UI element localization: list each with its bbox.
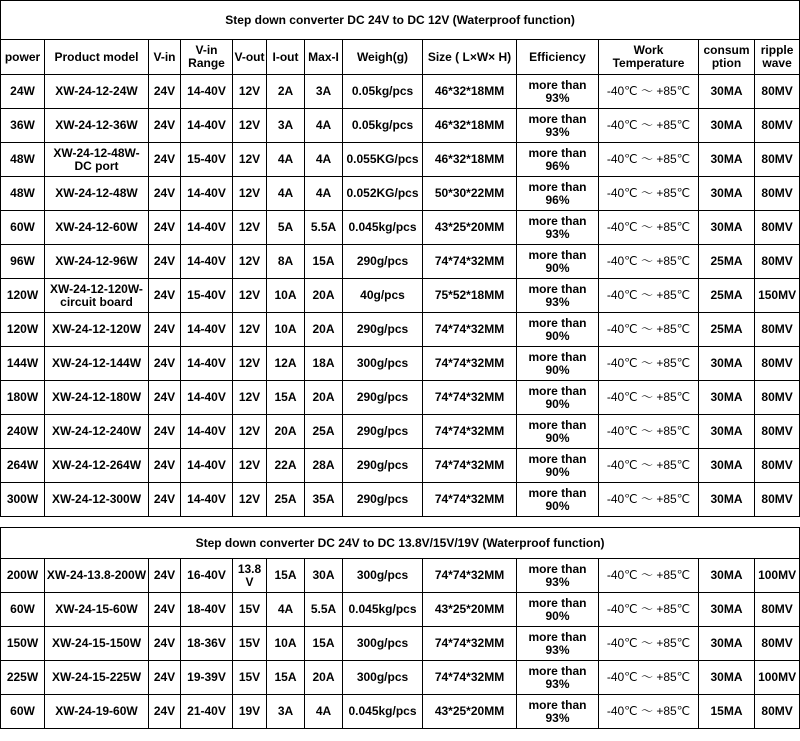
table-cell: 290g/pcs <box>343 483 423 517</box>
table-cell: XW-24-12-48W <box>45 177 149 211</box>
table-row <box>1 211 800 245</box>
column-header: I-out <box>267 40 305 75</box>
table-cell: 24V <box>149 381 181 415</box>
table-cell: 0.05kg/pcs <box>343 75 423 109</box>
table-row <box>1 593 800 627</box>
table-cell: 290g/pcs <box>343 313 423 347</box>
table-cell: 4A <box>267 177 305 211</box>
table-cell: 12V <box>233 483 267 517</box>
table-cell: 14-40V <box>181 177 233 211</box>
table-cell: 180W <box>1 381 45 415</box>
table-cell: 20A <box>267 415 305 449</box>
table-cell: 74*74*32MM <box>423 559 517 593</box>
table-cell: 36W <box>1 109 45 143</box>
table-cell: 264W <box>1 449 45 483</box>
table-cell: 30MA <box>699 449 755 483</box>
table-cell: 15A <box>305 627 343 661</box>
table-cell: 24V <box>149 559 181 593</box>
table-cell: 14-40V <box>181 381 233 415</box>
table-cell: -40℃ ～ +85℃ <box>599 313 699 347</box>
table-cell: 120W <box>1 313 45 347</box>
table-cell: more than 96% <box>517 177 599 211</box>
table-cell: 24V <box>149 483 181 517</box>
table-cell: XW-24-12-60W <box>45 211 149 245</box>
table-cell: -40℃ ～ +85℃ <box>599 627 699 661</box>
table-cell: 24V <box>149 695 181 729</box>
table-cell: -40℃ ～ +85℃ <box>599 695 699 729</box>
table-cell: 12V <box>233 415 267 449</box>
table-cell: more than 90% <box>517 347 599 381</box>
table-row <box>1 627 800 661</box>
table-cell: 74*74*32MM <box>423 483 517 517</box>
table-cell: XW-24-12-300W <box>45 483 149 517</box>
table-cell: 100MV <box>755 559 800 593</box>
table-cell: -40℃ ～ +85℃ <box>599 211 699 245</box>
table-cell: more than 93% <box>517 559 599 593</box>
table-cell: -40℃ ～ +85℃ <box>599 661 699 695</box>
table-cell: 5A <box>267 211 305 245</box>
table-cell: 12V <box>233 313 267 347</box>
table-cell: XW-24-13.8-200W <box>45 559 149 593</box>
table-cell: 24W <box>1 75 45 109</box>
table-cell: 80MV <box>755 627 800 661</box>
table-cell: XW-24-15-225W <box>45 661 149 695</box>
column-header: ripple wave <box>755 40 800 75</box>
table-cell: 74*74*32MM <box>423 347 517 381</box>
table-cell: 22A <box>267 449 305 483</box>
table-cell: 96W <box>1 245 45 279</box>
table-cell: 290g/pcs <box>343 381 423 415</box>
table-row <box>1 415 800 449</box>
table-cell: 80MV <box>755 593 800 627</box>
table-cell: 240W <box>1 415 45 449</box>
table-cell: 24V <box>149 245 181 279</box>
table-cell: 15V <box>233 627 267 661</box>
table-cell: 300g/pcs <box>343 627 423 661</box>
table-cell: 0.045kg/pcs <box>343 695 423 729</box>
table-cell: 12V <box>233 177 267 211</box>
table-cell: XW-24-12-264W <box>45 449 149 483</box>
column-header: Weigh(g) <box>343 40 423 75</box>
table-cell: 80MV <box>755 109 800 143</box>
table-cell: 15V <box>233 661 267 695</box>
column-header: Work Temperature <box>599 40 699 75</box>
table-row <box>1 559 800 593</box>
table-cell: 12V <box>233 279 267 313</box>
table-cell: 74*74*32MM <box>423 415 517 449</box>
table-row <box>1 75 800 109</box>
table-cell: 0.045kg/pcs <box>343 593 423 627</box>
table-cell: 74*74*32MM <box>423 449 517 483</box>
table-cell: -40℃ ～ +85℃ <box>599 449 699 483</box>
table-cell: 0.045kg/pcs <box>343 211 423 245</box>
table-cell: 18-36V <box>181 627 233 661</box>
table-cell: 30MA <box>699 143 755 177</box>
table-row <box>1 245 800 279</box>
table-cell: 15-40V <box>181 143 233 177</box>
table-cell: 46*32*18MM <box>423 75 517 109</box>
table-cell: 5.5A <box>305 211 343 245</box>
table-cell: 14-40V <box>181 313 233 347</box>
table-row <box>1 109 800 143</box>
table-cell: 12V <box>233 75 267 109</box>
table-cell: 18-40V <box>181 593 233 627</box>
table-cell: 30MA <box>699 483 755 517</box>
table-cell: 46*32*18MM <box>423 109 517 143</box>
table-cell: 19V <box>233 695 267 729</box>
header-row <box>1 40 800 75</box>
table-cell: 24V <box>149 211 181 245</box>
table-cell: XW-24-12-48W-DC port <box>45 143 149 177</box>
table-cell: 12V <box>233 109 267 143</box>
table-cell: 300g/pcs <box>343 559 423 593</box>
table-cell: XW-24-15-150W <box>45 627 149 661</box>
table-cell: -40℃ ～ +85℃ <box>599 109 699 143</box>
column-header: Max-I <box>305 40 343 75</box>
table-cell: 30MA <box>699 347 755 381</box>
table-cell: 60W <box>1 211 45 245</box>
table-cell: 19-39V <box>181 661 233 695</box>
table-cell: 80MV <box>755 245 800 279</box>
table-cell: 80MV <box>755 449 800 483</box>
table-cell: 14-40V <box>181 483 233 517</box>
table-cell: 25A <box>305 415 343 449</box>
table-cell: 30MA <box>699 177 755 211</box>
table-cell: 12V <box>233 381 267 415</box>
table-cell: -40℃ ～ +85℃ <box>599 559 699 593</box>
table-cell: 18A <box>305 347 343 381</box>
table-cell: 14-40V <box>181 347 233 381</box>
table-cell: 80MV <box>755 143 800 177</box>
table-cell: XW-24-12-36W <box>45 109 149 143</box>
table-cell: -40℃ ～ +85℃ <box>599 381 699 415</box>
table-cell: more than 90% <box>517 381 599 415</box>
table-cell: 30MA <box>699 75 755 109</box>
table-cell: more than 93% <box>517 75 599 109</box>
table-cell: 74*74*32MM <box>423 313 517 347</box>
table-cell: XW-24-12-240W <box>45 415 149 449</box>
table-cell: 12V <box>233 449 267 483</box>
table-cell: 80MV <box>755 381 800 415</box>
table-cell: 35A <box>305 483 343 517</box>
table-cell: 16-40V <box>181 559 233 593</box>
table-cell: 14-40V <box>181 75 233 109</box>
column-header: V-in <box>149 40 181 75</box>
table-cell: 20A <box>305 313 343 347</box>
table-cell: 20A <box>305 279 343 313</box>
table-cell: 2A <box>267 75 305 109</box>
table-cell: 28A <box>305 449 343 483</box>
table-cell: -40℃ ～ +85℃ <box>599 143 699 177</box>
column-header: V-in Range <box>181 40 233 75</box>
table-cell: 30MA <box>699 627 755 661</box>
table-row <box>1 381 800 415</box>
table-cell: 10A <box>267 279 305 313</box>
table-cell: 30MA <box>699 381 755 415</box>
section-title: Step down converter DC 24V to DC 12V (Waterproof function) <box>1 1 800 40</box>
table-row <box>1 347 800 381</box>
table-cell: 150MV <box>755 279 800 313</box>
column-header: consumption <box>699 40 755 75</box>
table-cell: 24V <box>149 593 181 627</box>
table-cell: -40℃ ～ +85℃ <box>599 483 699 517</box>
table-cell: 15A <box>267 381 305 415</box>
table-row <box>1 483 800 517</box>
table-cell: 300W <box>1 483 45 517</box>
table-cell: 100MV <box>755 661 800 695</box>
table-cell: 20A <box>305 661 343 695</box>
table-cell: 0.05kg/pcs <box>343 109 423 143</box>
table-cell: -40℃ ～ +85℃ <box>599 415 699 449</box>
table-cell: 30MA <box>699 109 755 143</box>
table-cell: 4A <box>305 695 343 729</box>
table-row <box>1 661 800 695</box>
table-cell: more than 90% <box>517 415 599 449</box>
column-header: power <box>1 40 45 75</box>
table-cell: 43*25*20MM <box>423 211 517 245</box>
table-cell: 25MA <box>699 279 755 313</box>
table-cell: 25A <box>267 483 305 517</box>
table-cell: 3A <box>267 109 305 143</box>
table-row <box>1 313 800 347</box>
table-cell: more than 93% <box>517 279 599 313</box>
table-cell: more than 93% <box>517 109 599 143</box>
table-cell: XW-24-12-144W <box>45 347 149 381</box>
table-cell: 74*74*32MM <box>423 627 517 661</box>
table-cell: 30MA <box>699 593 755 627</box>
table-cell: 24V <box>149 449 181 483</box>
table-cell: 12V <box>233 143 267 177</box>
table-cell: 3A <box>305 75 343 109</box>
table-cell: more than 93% <box>517 211 599 245</box>
table-cell: 4A <box>267 593 305 627</box>
table-cell: 60W <box>1 695 45 729</box>
column-header: Size ( L×W× H) <box>423 40 517 75</box>
table-cell: 10A <box>267 313 305 347</box>
table-cell: 25MA <box>699 313 755 347</box>
table-cell: 10A <box>267 627 305 661</box>
table-cell: 4A <box>305 109 343 143</box>
table-cell: 14-40V <box>181 211 233 245</box>
table-cell: 300g/pcs <box>343 661 423 695</box>
table-cell: XW-24-15-60W <box>45 593 149 627</box>
table-cell: 4A <box>305 177 343 211</box>
table-cell: -40℃ ～ +85℃ <box>599 347 699 381</box>
table-cell: 13.8 V <box>233 559 267 593</box>
table-cell: 15A <box>305 245 343 279</box>
table-cell: 43*25*20MM <box>423 695 517 729</box>
table-cell: XW-24-12-24W <box>45 75 149 109</box>
table-cell: 24V <box>149 347 181 381</box>
table-cell: 24V <box>149 109 181 143</box>
table-cell: 24V <box>149 313 181 347</box>
column-header: Efficiency <box>517 40 599 75</box>
section-title-2: Step down converter DC 24V to DC 13.8V/15V/19V (Waterproof function) <box>1 528 800 559</box>
table-row <box>1 143 800 177</box>
table-row <box>1 279 800 313</box>
table-cell: 80MV <box>755 313 800 347</box>
table-cell: 80MV <box>755 75 800 109</box>
table-cell: 12A <box>267 347 305 381</box>
section-gap <box>1 517 800 528</box>
table-cell: 74*74*32MM <box>423 661 517 695</box>
table-cell: 15MA <box>699 695 755 729</box>
table-cell: -40℃ ～ +85℃ <box>599 177 699 211</box>
table-cell: 14-40V <box>181 109 233 143</box>
table-cell: 74*74*32MM <box>423 245 517 279</box>
table-cell: more than 96% <box>517 143 599 177</box>
table-cell: more than 93% <box>517 695 599 729</box>
table-cell: 80MV <box>755 177 800 211</box>
table-cell: 24V <box>149 177 181 211</box>
table-cell: 30A <box>305 559 343 593</box>
table-cell: 290g/pcs <box>343 449 423 483</box>
table-cell: 43*25*20MM <box>423 593 517 627</box>
table-cell: 12V <box>233 245 267 279</box>
table-cell: -40℃ ～ +85℃ <box>599 245 699 279</box>
table-cell: -40℃ ～ +85℃ <box>599 593 699 627</box>
table-cell: more than 90% <box>517 449 599 483</box>
table-cell: -40℃ ～ +85℃ <box>599 279 699 313</box>
table-cell: 60W <box>1 593 45 627</box>
table-cell: 300g/pcs <box>343 347 423 381</box>
table-cell: 144W <box>1 347 45 381</box>
table-cell: 30MA <box>699 559 755 593</box>
table-cell: 80MV <box>755 695 800 729</box>
table-cell: 80MV <box>755 483 800 517</box>
table-cell: 25MA <box>699 245 755 279</box>
table-cell: XW-24-12-180W <box>45 381 149 415</box>
table-cell: XW-24-12-96W <box>45 245 149 279</box>
table-cell: 24V <box>149 75 181 109</box>
table-cell: 5.5A <box>305 593 343 627</box>
table-row <box>1 449 800 483</box>
table-cell: 75*52*18MM <box>423 279 517 313</box>
table-cell: 200W <box>1 559 45 593</box>
table-cell: 14-40V <box>181 449 233 483</box>
table-cell: XW-24-19-60W <box>45 695 149 729</box>
table-cell: 80MV <box>755 211 800 245</box>
table-cell: 20A <box>305 381 343 415</box>
table-cell: 14-40V <box>181 415 233 449</box>
table-cell: 24V <box>149 143 181 177</box>
table-cell: 0.052KG/pcs <box>343 177 423 211</box>
table-cell: XW-24-12-120W-circuit board <box>45 279 149 313</box>
table-cell: more than 90% <box>517 593 599 627</box>
table-cell: 30MA <box>699 211 755 245</box>
table-cell: 50*30*22MM <box>423 177 517 211</box>
table-cell: 15A <box>267 559 305 593</box>
table-cell: 150W <box>1 627 45 661</box>
table-cell: 4A <box>267 143 305 177</box>
table-cell: more than 90% <box>517 313 599 347</box>
table-cell: 40g/pcs <box>343 279 423 313</box>
table-cell: 24V <box>149 627 181 661</box>
table-cell: 80MV <box>755 347 800 381</box>
table-cell: 12V <box>233 211 267 245</box>
table-cell: 120W <box>1 279 45 313</box>
table-cell: 48W <box>1 143 45 177</box>
table-cell: 225W <box>1 661 45 695</box>
table-cell: 74*74*32MM <box>423 381 517 415</box>
table-cell: 46*32*18MM <box>423 143 517 177</box>
table-cell: 80MV <box>755 415 800 449</box>
table-cell: 24V <box>149 415 181 449</box>
column-header: V-out <box>233 40 267 75</box>
column-header: Product model <box>45 40 149 75</box>
table-cell: more than 90% <box>517 245 599 279</box>
table-cell: -40℃ ～ +85℃ <box>599 75 699 109</box>
table-cell: more than 93% <box>517 661 599 695</box>
table-cell: 290g/pcs <box>343 245 423 279</box>
table-cell: 30MA <box>699 415 755 449</box>
table-cell: more than 93% <box>517 627 599 661</box>
table-row <box>1 177 800 211</box>
table-cell: 15-40V <box>181 279 233 313</box>
table-cell: 15V <box>233 593 267 627</box>
table-cell: 8A <box>267 245 305 279</box>
table-cell: 14-40V <box>181 245 233 279</box>
table-cell: 21-40V <box>181 695 233 729</box>
table-row <box>1 695 800 729</box>
table-cell: 30MA <box>699 661 755 695</box>
table-cell: 4A <box>305 143 343 177</box>
table-cell: 24V <box>149 661 181 695</box>
table-cell: 15A <box>267 661 305 695</box>
table-cell: 48W <box>1 177 45 211</box>
table-cell: more than 90% <box>517 483 599 517</box>
table-cell: 0.055KG/pcs <box>343 143 423 177</box>
table-cell: 12V <box>233 347 267 381</box>
table-cell: 24V <box>149 279 181 313</box>
table-cell: 290g/pcs <box>343 415 423 449</box>
table-cell: XW-24-12-120W <box>45 313 149 347</box>
table-cell: 3A <box>267 695 305 729</box>
